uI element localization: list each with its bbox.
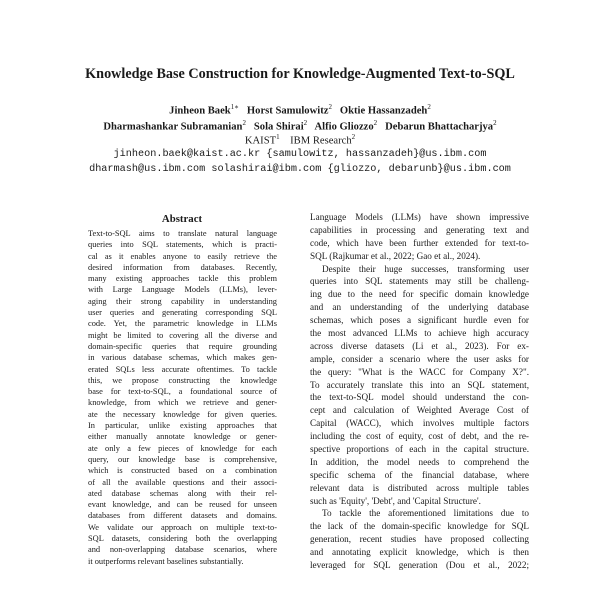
body-text-line: the lack of the domain-specific knowledge for SQL [310,521,529,532]
author-affiliation-mark: 2 [427,103,431,111]
abstract-line: aging their strong capability in understanding [88,296,277,306]
author-name: Jinheon Baek [169,105,231,117]
body-text-line: SQL (Rajkumar et al., 2022; Gao et al., 2024). [310,250,481,261]
abstract-line: this, we propose constructing the knowledge [88,375,277,385]
author-name: Sola Shirai [253,121,304,133]
abstract-line: in various database schemas, which makes gen- [88,353,277,363]
abstract-line: and non-overlapping database scenarios, where [88,545,277,555]
body-text-line: across diverse datasets (Li et al., 2023). For ex- [310,340,529,351]
abstract-line: In particular, unlike existing approaches that [88,421,277,431]
abstract-line: either manually annotate knowledge or gener- [88,432,277,442]
body-text-line: the text-to-SQL model should understand the con- [310,392,529,403]
body-text-line: and annotating explicit knowledge, which is then [310,547,529,558]
abstract-line: erated SQLs less accurate oftentimes. To tackle [88,364,277,374]
body-text-line: ample, consider a scenario where the user asks for [310,353,529,364]
body-text-line: relevant data is distributed across multiple tables [310,482,529,493]
author-name: Dharmashankar Subramanian [103,121,243,133]
email-line-1: jinheon.baek@kaist.ac.kr {samulowitz, hassanzadeh}@us.ibm.com [113,149,487,160]
abstract-line: ate only a few pieces of knowledge for each [88,443,277,453]
body-text-line: In addition, the model needs to comprehend the [310,456,529,467]
abstract-line: Text-to-SQL aims to translate natural language [88,229,277,238]
author-name: Horst Samulowitz [246,105,329,117]
body-text-line: capabilities in processing and generating text and [310,224,529,235]
affiliation-name: KAIST [244,135,277,147]
body-text-line: To accurately translate this into an SQL statement, [310,379,529,390]
author-affiliation-mark: 2 [493,119,497,127]
body-text-line: Capital (WACC), which involves multiple factors [310,418,529,429]
author-line-1 [0,101,600,118]
author-line-2 [0,117,600,134]
affiliations [0,133,600,147]
abstract-line: with Large Language Models (LLMs), lever- [88,285,277,295]
body-text-line: To tackle the aforementioned limitations due to [322,508,529,519]
body-text-line: such as 'Equity', 'Debt', and 'Capital Structure'. [310,495,481,506]
body-text-line: Language Models (LLMs) have shown impressive [310,212,529,222]
body-text-line: ing due to the need for specific domain knowledge [310,289,529,300]
abstract-line: evant knowledge, and can be reused for unseen [88,500,277,510]
body-text-line: code, which have been further extended for text-to- [310,237,529,248]
abstract-line: might be limited to covering all the diverse and [88,330,277,340]
abstract-line: SQL datasets, considering both the overlapping [88,534,277,544]
paper-title: Knowledge Base Construction for Knowledge-Augmented Text-to-SQL [85,66,515,82]
abstract-line: queries into SQL statements, which is practi- [88,240,277,250]
body-text-line: spective proportions of each in the capital structure. [310,444,529,455]
author-affiliation-mark: 2 [328,103,332,111]
abstract-line: which is constructed based on a combination [88,466,277,476]
abstract-line: user queries and generating corresponding SQL [88,308,277,318]
affiliation-mark: 1 [276,133,280,141]
abstract-line: ate the necessary knowledge for given queries. [88,409,277,419]
abstract-line: code. Yet, the parametric knowledge in LLMs [88,319,277,329]
author-name: Oktie Hassanzadeh [339,105,428,117]
introduction-body [310,211,529,572]
abstract-line: ated database schemas along with their rel- [88,488,277,498]
body-text-line: and an understanding of the underlying database [310,302,529,313]
body-text-line: generation, recent studies have proposed collecting [310,534,529,545]
author-affiliation-mark: 2 [242,119,246,127]
body-text-line: leveraged for SQL generation (Dou et al., 2022; [310,560,529,571]
abstract-line: it outperforms relevant baselines substantially. [88,556,244,566]
body-text-line: cept and calculation of Weighted Average Cost of [310,405,529,416]
body-text-line: schemas, which poses a significant hurdle even for [310,315,529,326]
affiliation-name: IBM Research [290,135,352,147]
author-name: Debarun Bhattacharjya [385,121,494,133]
abstract-line: query, our knowledge base is comprehensive, [88,454,277,464]
abstract-line: databases from different datasets and domains. [88,511,277,521]
abstract-line: many existing approaches tackle this problem [88,274,277,284]
body-text-line: including the cost of equity, cost of debt, and the re- [310,431,529,442]
abstract-heading: Abstract [161,213,203,225]
body-text-line: the query: "What is the WACC for Company X?". [310,366,529,377]
abstract-line: base for text-to-SQL, a foundational source of [88,387,277,397]
author-affiliation-mark: 2 [303,119,308,127]
abstract-line: of all the available questions and their associ- [88,477,277,487]
abstract-line: domain-specific queries that require grounding [88,341,277,351]
author-affiliation-mark: 2 [373,119,378,127]
body-text-line: the most advanced LLMs to achieve high accuracy [310,328,529,339]
abstract-line: cal as it enables anyone to easily retrieve the [88,251,277,261]
author-affiliation-mark: 1∗ [230,103,239,111]
body-text-line: queries into SQL statements may still be challeng- [310,276,529,287]
author-name: Alfio Gliozzo [314,121,374,133]
affiliation-mark: 2 [351,133,356,141]
abstract-line: desired information from databases. Recently, [88,262,277,272]
body-text-line: specific schema of the financial database, where [310,469,529,480]
email-line-2: dharmash@us.ibm.com solashirai@ibm.com {gliozzo, debarunb}@us.ibm.com [89,164,511,175]
body-text-line: Despite their huge successes, transforming user [322,263,529,274]
abstract-line: knowledge, from which we retrieve and gener- [88,398,277,408]
abstract-body [88,228,277,567]
abstract-line: We validate our approach on multiple text-to- [88,522,277,532]
